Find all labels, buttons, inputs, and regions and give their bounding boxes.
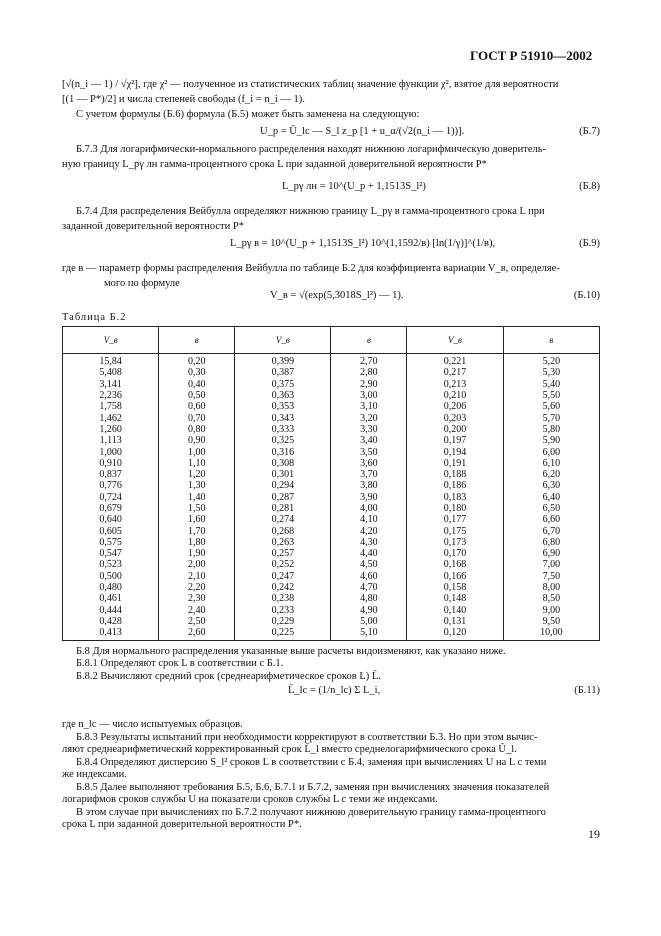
table-cell: 2,10 (159, 571, 235, 582)
table-row (63, 435, 600, 446)
table-cell: 1,20 (159, 469, 235, 480)
table-cell: 0,257 (235, 548, 331, 559)
table-cell: 0,194 (407, 446, 503, 457)
para-b74-line-1: Б.7.4 Для распределения Вейбулла определяют нижнюю границу L_pγ в гамма-процентного срока L при (76, 206, 545, 217)
formula-b9-number: (Б.9) (579, 238, 600, 249)
table-cell: 6,20 (503, 469, 599, 480)
table-cell: 0,247 (235, 571, 331, 582)
table-cell: 3,70 (331, 469, 407, 480)
table-cell: 5,00 (331, 616, 407, 627)
table-cell: 4,20 (331, 525, 407, 536)
table-cell: 0,158 (407, 582, 503, 593)
formula-b7: U_p = Ū_lc — S_l z_p [1 + u_α/(√2(n_i — 1))]. (260, 126, 465, 137)
para-b85-line-3: В этом случае при вычислениях по Б.7.2 получают нижнюю доверительную границу гамма-процентного (76, 807, 546, 818)
table-cell: 2,90 (331, 379, 407, 390)
table-header-cell: в (159, 327, 235, 354)
table-cell: 0,413 (63, 627, 159, 641)
table-cell: 0,206 (407, 401, 503, 412)
table-cell: 3,00 (331, 390, 407, 401)
table-row (63, 446, 600, 457)
table-cell: 0,203 (407, 412, 503, 423)
table-cell: 0,238 (235, 593, 331, 604)
table-cell: 3,141 (63, 379, 159, 390)
table-cell: 5,408 (63, 367, 159, 378)
table-row (63, 458, 600, 469)
table-cell: 4,60 (331, 571, 407, 582)
table-cell: 0,308 (235, 458, 331, 469)
para-b82: Б.8.2 Вычисляют средний срок (среднеарифметическое сроков L) L̄. (76, 671, 381, 682)
table-cell: 6,10 (503, 458, 599, 469)
table-row (63, 424, 600, 435)
table-cell: 6,30 (503, 480, 599, 491)
table-cell: 0,428 (63, 616, 159, 627)
formula-b11-number: (Б.11) (574, 685, 600, 696)
table-cell: 8,50 (503, 593, 599, 604)
table-cell: 5,10 (331, 627, 407, 641)
table-cell: 0,679 (63, 503, 159, 514)
table-row (63, 367, 600, 378)
para-b81: Б.8.1 Определяют срок L в соответствии с Б.1. (76, 658, 284, 669)
table-cell: 0,70 (159, 412, 235, 423)
table-cell: 1,462 (63, 412, 159, 423)
table-cell: 9,00 (503, 605, 599, 616)
para-b83-line-2: ляют среднеарифметический корректированный срок L̄_l вместо среднелогарифмического срока Ū_l. (62, 744, 517, 755)
table-cell: 1,758 (63, 401, 159, 412)
table-cell: 1,70 (159, 525, 235, 536)
table-cell: 1,113 (63, 435, 159, 446)
table-cell: 0,50 (159, 390, 235, 401)
table-cell: 3,80 (331, 480, 407, 491)
table-cell: 0,20 (159, 354, 235, 368)
table-cell: 5,70 (503, 412, 599, 423)
table-cell: 0,120 (407, 627, 503, 641)
table-cell: 2,40 (159, 605, 235, 616)
table-cell: 0,186 (407, 480, 503, 491)
where-b-line-1: где в — параметр формы распределения Вейбулла по таблице Б.2 для коэффициента вариации V_в, определяе- (62, 263, 560, 274)
table-cell: 15,84 (63, 354, 159, 368)
table-cell: 0,547 (63, 548, 159, 559)
table-cell: 0,213 (407, 379, 503, 390)
para-b73-line-1: Б.7.3 Для логарифмически-нормального распределения находят нижнюю логарифмическую доверитель- (76, 144, 547, 155)
table-cell: 4,80 (331, 593, 407, 604)
table-header-cell: в (331, 327, 407, 354)
table-cell: 0,225 (235, 627, 331, 641)
table-cell: 5,80 (503, 424, 599, 435)
table-cell: 0,375 (235, 379, 331, 390)
table-cell: 0,268 (235, 525, 331, 536)
table-cell: 0,263 (235, 537, 331, 548)
table-row (63, 537, 600, 548)
table-row (63, 401, 600, 412)
document-header: ГОСТ Р 51910—2002 (470, 48, 593, 63)
where-b-line-2: мого по формуле (104, 278, 180, 289)
para-b85-line-4: срока L при заданной доверительной вероятности P*. (62, 819, 302, 830)
table-cell: 3,40 (331, 435, 407, 446)
table-cell: 6,40 (503, 492, 599, 503)
table-cell: 2,20 (159, 582, 235, 593)
table-cell: 5,40 (503, 379, 599, 390)
table-cell: 1,60 (159, 514, 235, 525)
formula-b10-number: (Б.10) (573, 290, 600, 301)
table-cell: 4,90 (331, 605, 407, 616)
table-cell: 0,80 (159, 424, 235, 435)
table-cell: 0,183 (407, 492, 503, 503)
table-cell: 2,00 (159, 559, 235, 570)
table-cell: 0,910 (63, 458, 159, 469)
table-row (63, 503, 600, 514)
table-cell: 8,00 (503, 582, 599, 593)
para-b85-line-1: Б.8.5 Далее выполняют требования Б.5, Б.6, Б.7.1 и Б.7.2, заменяя при вычислениях значения показателей (76, 782, 550, 793)
table-cell: 0,343 (235, 412, 331, 423)
table-cell: 2,70 (331, 354, 407, 368)
table-cell: 0,837 (63, 469, 159, 480)
table-cell: 0,301 (235, 469, 331, 480)
table-cell: 4,00 (331, 503, 407, 514)
table-cell: 0,210 (407, 390, 503, 401)
table-cell: 7,50 (503, 571, 599, 582)
table-cell: 2,80 (331, 367, 407, 378)
table-cell: 6,50 (503, 503, 599, 514)
table-cell: 0,500 (63, 571, 159, 582)
table-cell: 5,30 (503, 367, 599, 378)
table-cell: 3,20 (331, 412, 407, 423)
table-cell: 1,30 (159, 480, 235, 491)
table-cell: 3,10 (331, 401, 407, 412)
table-cell: 2,60 (159, 627, 235, 641)
table-cell: 9,50 (503, 616, 599, 627)
table-cell: 0,523 (63, 559, 159, 570)
table-cell: 0,333 (235, 424, 331, 435)
para-b8: Б.8 Для нормального распределения указанные выше расчеты видоизменяют, как указано ниже. (76, 646, 506, 657)
table-body (63, 354, 600, 641)
table-header-row (63, 327, 600, 354)
table-cell: 0,170 (407, 548, 503, 559)
table-row (63, 627, 600, 641)
weibull-parameter-table (62, 326, 600, 641)
table-cell: 0,724 (63, 492, 159, 503)
table-cell: 1,10 (159, 458, 235, 469)
table-row (63, 582, 600, 593)
table-cell: 2,236 (63, 390, 159, 401)
table-cell: 5,20 (503, 354, 599, 368)
table-row (63, 593, 600, 604)
formula-b8: L_pγ лн = 10^(U_p + 1,1513S_l²) (282, 181, 426, 192)
table-cell: 4,10 (331, 514, 407, 525)
table-cell: 0,274 (235, 514, 331, 525)
table-cell: 1,80 (159, 537, 235, 548)
table-cell: 10,00 (503, 627, 599, 641)
page-number: 19 (588, 827, 600, 841)
table-row (63, 492, 600, 503)
table-cell: 5,90 (503, 435, 599, 446)
table-cell: 0,294 (235, 480, 331, 491)
table-row (63, 379, 600, 390)
table-header-cell: V_в (63, 327, 159, 354)
table-cell: 0,640 (63, 514, 159, 525)
table-cell: 0,605 (63, 525, 159, 536)
table-cell: 0,233 (235, 605, 331, 616)
table-cell: 0,575 (63, 537, 159, 548)
formula-b10: V_в = √(exp(5,3018S_l²) — 1). (270, 290, 404, 301)
intro-line-1: [√(n_i — 1) / √χ²], где χ² — полученное из статистических таблиц значение функции χ², взятое для вероятности (62, 79, 559, 90)
table-cell: 0,90 (159, 435, 235, 446)
formula-b8-number: (Б.8) (579, 181, 600, 192)
table-cell: 2,50 (159, 616, 235, 627)
table-cell: 0,229 (235, 616, 331, 627)
table-cell: 0,175 (407, 525, 503, 536)
formula-b9: L_pγ в = 10^(U_p + 1,1513S_l²) 10^(1,1592/в) [ln(1/γ)]^(1/в), (230, 238, 496, 249)
table-cell: 5,50 (503, 390, 599, 401)
table-cell: 0,40 (159, 379, 235, 390)
table-row (63, 559, 600, 570)
table-header-cell: в (503, 327, 599, 354)
table-row (63, 480, 600, 491)
table-cell: 6,80 (503, 537, 599, 548)
table-cell: 0,444 (63, 605, 159, 616)
table-cell: 0,281 (235, 503, 331, 514)
table-cell: 4,70 (331, 582, 407, 593)
table-cell: 0,287 (235, 492, 331, 503)
table-cell: 1,90 (159, 548, 235, 559)
table-cell: 0,60 (159, 401, 235, 412)
table-cell: 0,242 (235, 582, 331, 593)
para-b83-line-1: Б.8.3 Результаты испытаний при необходимости корректируют в соответствии Б.3. Но при этом вычис- (76, 732, 538, 743)
para-b84-line-1: Б.8.4 Определяют дисперсию S_l² сроков L в соответствии с Б.4, заменяя при вычислениях U на L с теми (76, 757, 547, 768)
table-cell: 1,40 (159, 492, 235, 503)
table-cell: 6,60 (503, 514, 599, 525)
table-cell: 0,217 (407, 367, 503, 378)
table-cell: 1,260 (63, 424, 159, 435)
para-b85-line-2: логарифмов сроков службы U на показатели сроков службы L с теми же индексами. (62, 794, 438, 805)
para-b84-line-2: же индексами. (62, 769, 127, 780)
table-cell: 0,387 (235, 367, 331, 378)
table-cell: 6,70 (503, 525, 599, 536)
table-cell: 4,30 (331, 537, 407, 548)
table-header-cell: V_в (235, 327, 331, 354)
table-cell: 0,480 (63, 582, 159, 593)
table-caption: Таблица Б.2 (62, 312, 127, 323)
para-b73-line-2: ную границу L_pγ лн гамма-процентного срока L при заданной доверительной вероятности P* (62, 159, 487, 170)
table-cell: 0,30 (159, 367, 235, 378)
table-cell: 0,316 (235, 446, 331, 457)
table-row (63, 605, 600, 616)
table-cell: 0,461 (63, 593, 159, 604)
formula-b7-number: (Б.7) (579, 126, 600, 137)
table-row (63, 548, 600, 559)
table-row (63, 390, 600, 401)
table-cell: 0,168 (407, 559, 503, 570)
intro-line-3: С учетом формулы (Б.6) формула (Б.5) может быть заменена на следующую: (76, 109, 420, 120)
table-cell: 0,197 (407, 435, 503, 446)
table-cell: 7,00 (503, 559, 599, 570)
table-cell: 0,363 (235, 390, 331, 401)
table-cell: 0,353 (235, 401, 331, 412)
table-cell: 0,399 (235, 354, 331, 368)
table-cell: 0,177 (407, 514, 503, 525)
table-cell: 6,00 (503, 446, 599, 457)
table-cell: 3,90 (331, 492, 407, 503)
where-n: где n_lc — число испытуемых образцов. (62, 719, 243, 730)
table-cell: 4,40 (331, 548, 407, 559)
table-cell: 5,60 (503, 401, 599, 412)
table-header-cell: V_в (407, 327, 503, 354)
table-cell: 6,90 (503, 548, 599, 559)
table-cell: 0,776 (63, 480, 159, 491)
intro-line-2: [(1 — P*)/2] и числа степеней свободы (f_i = n_i — 1). (62, 94, 305, 105)
table-row (63, 525, 600, 536)
table-row (63, 514, 600, 525)
para-b74-line-2: заданной доверительной вероятности P* (62, 221, 244, 232)
table-cell: 0,252 (235, 559, 331, 570)
table-row (63, 571, 600, 582)
table-cell: 0,148 (407, 593, 503, 604)
table-row (63, 412, 600, 423)
table-cell: 0,200 (407, 424, 503, 435)
table-cell: 4,50 (331, 559, 407, 570)
table-cell: 1,00 (159, 446, 235, 457)
table-cell: 0,221 (407, 354, 503, 368)
table-cell: 0,325 (235, 435, 331, 446)
table-cell: 1,50 (159, 503, 235, 514)
table-cell: 0,173 (407, 537, 503, 548)
table-cell: 3,30 (331, 424, 407, 435)
table-row (63, 469, 600, 480)
table-cell: 1,000 (63, 446, 159, 457)
table-cell: 0,140 (407, 605, 503, 616)
table-cell: 3,60 (331, 458, 407, 469)
table-row (63, 616, 600, 627)
table-cell: 0,180 (407, 503, 503, 514)
table-cell: 0,191 (407, 458, 503, 469)
table-cell: 2,30 (159, 593, 235, 604)
table-cell: 3,50 (331, 446, 407, 457)
table-cell: 0,131 (407, 616, 503, 627)
table-cell: 0,188 (407, 469, 503, 480)
table-row (63, 354, 600, 368)
table-cell: 0,166 (407, 571, 503, 582)
formula-b11: L̄_lc = (1/n_lc) Σ L_i, (288, 685, 381, 696)
